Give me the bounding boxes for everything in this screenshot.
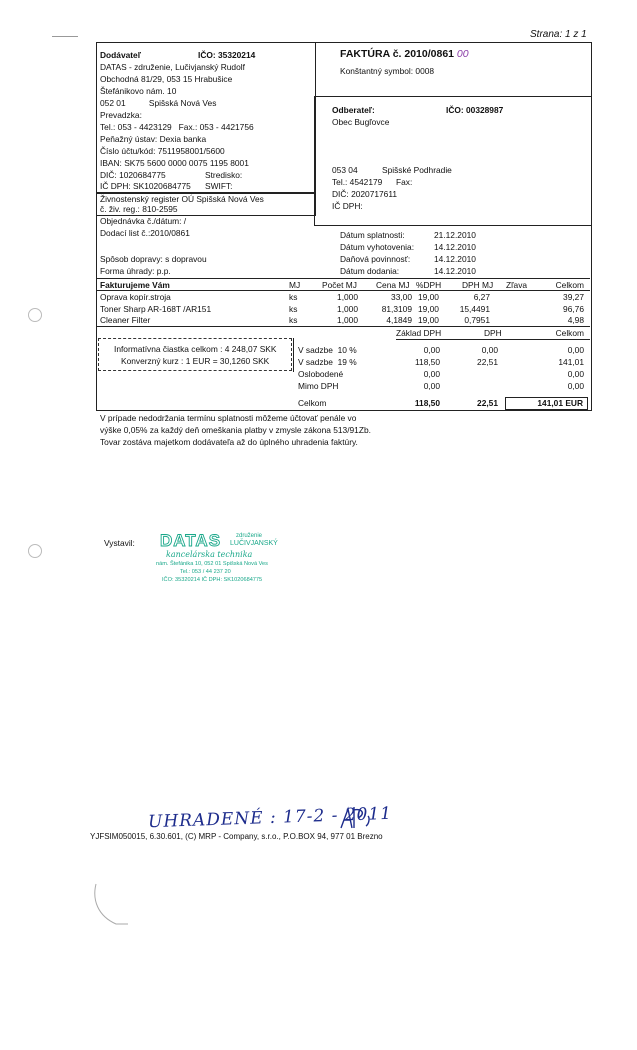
supplier-register-2: č. živ. reg.: 810-2595 <box>100 204 178 214</box>
customer-city: Spišské Podhradie <box>382 165 452 175</box>
stamp-line-2: Tel.: 053 / 44 237 20 <box>180 569 231 575</box>
info-line-2: Konverzný kurz : 1 EUR = 30,1260 SKK <box>121 356 270 366</box>
item-total: 39,27 <box>563 292 584 302</box>
summary-base: 118,50 <box>415 357 440 367</box>
stamp-line-3: IČO: 35320214 IČ DPH: SK1020684775 <box>162 577 263 583</box>
item-qty: 1,000 <box>337 292 358 302</box>
item-unit: ks <box>289 304 298 314</box>
item-qty: 1,000 <box>337 304 358 314</box>
item-vat-unit: 0,7951 <box>464 315 490 325</box>
supplier-line-0: DATAS - združenie, Lučivjanský Rudolf <box>100 62 245 72</box>
item-desc: Cleaner Filter <box>100 315 151 325</box>
summary-base: 0,00 <box>423 345 440 355</box>
supplier-line-7: Číslo účtu/kód: 7511958001/5600 <box>100 146 225 156</box>
stamp-sub-1: združenie <box>236 533 263 539</box>
summary-total: 0,00 <box>567 381 584 391</box>
summary-vat: 0,00 <box>481 345 498 355</box>
handwritten-paid-note: UHRADENÉ : 17-2 - 2011 <box>147 803 393 833</box>
items-header-vat-pct: %DPH <box>416 280 442 290</box>
item-unit: ks <box>289 315 298 325</box>
supplier-line-5: Tel.: 053 - 4423129 Fax.: 053 - 4421756 <box>100 122 254 132</box>
supplier-order: Objednávka č./dátum: / <box>100 216 187 226</box>
items-header-unit: MJ <box>289 280 301 290</box>
summary-header-base: Základ DPH <box>396 328 442 338</box>
item-price: 81,3109 <box>381 304 412 314</box>
supplier-ico: IČO: 35320214 <box>198 50 256 60</box>
info-box <box>98 338 292 371</box>
supplier-stredisko: Stredisko: <box>205 170 243 180</box>
item-vat-unit: 6,27 <box>473 292 490 302</box>
summary-base: 0,00 <box>423 369 440 379</box>
customer-tel: Tel.: 4542179 <box>332 177 383 187</box>
item-total: 4,98 <box>567 315 584 325</box>
items-header-discount: Zľava <box>506 280 528 290</box>
supplier-ic-dph: IČ DPH: SK1020684775 <box>100 181 191 191</box>
note-line-2: výške 0,05% za každý deň omeškania platby v zmysle zákona 513/91Zb. <box>100 425 371 435</box>
summary-label: Oslobodené <box>298 369 344 379</box>
items-header-price: Cena MJ <box>376 280 410 290</box>
date-label-3: Dátum dodania: <box>340 266 400 276</box>
supplier-line-8: IBAN: SK75 5600 0000 0075 1195 8001 <box>100 158 249 168</box>
punch-hole-top <box>28 308 42 322</box>
item-price: 4,1849 <box>386 315 412 325</box>
summary-divider <box>293 338 294 372</box>
items-header-qty: Počet MJ <box>322 280 357 290</box>
date-label-2: Daňová povinnosť: <box>340 254 411 264</box>
customer-dic: DIČ: 2020717611 <box>332 189 398 199</box>
items-header-desc: Fakturujeme Vám <box>100 280 170 290</box>
stamp-line-1: nám. Štefánika 10, 052 01 Spišská Nová Ves <box>156 561 268 567</box>
date-value-2: 14.12.2010 <box>434 254 476 264</box>
summary-total: 0,00 <box>567 369 584 379</box>
supplier-label: Dodávateľ <box>100 50 141 60</box>
items-header-vat-unit: DPH MJ <box>462 280 494 290</box>
item-unit: ks <box>289 292 298 302</box>
summary-total-base: 118,50 <box>414 398 440 408</box>
summary-total: 141,01 <box>558 357 584 367</box>
summary-header-line <box>396 339 590 340</box>
customer-zip: 053 04 <box>332 165 358 175</box>
summary-vat: 22,51 <box>477 357 498 367</box>
item-vat-unit: 15,4491 <box>459 304 490 314</box>
items-bottom-line <box>96 326 590 327</box>
supplier-register-1: Živnostenský register OÚ Spišská Nová Ves <box>100 194 264 204</box>
item-vat-pct: 19,00 <box>418 304 439 314</box>
item-qty: 1,000 <box>337 315 358 325</box>
summary-total-label: Celkom <box>298 398 327 408</box>
scan-mark-top <box>52 36 78 37</box>
summary-total-vat: 22,51 <box>477 398 498 408</box>
company-stamp <box>156 530 290 588</box>
summary-total: 0,00 <box>567 345 584 355</box>
grand-total-value: 141,01 EUR <box>537 398 583 408</box>
item-desc: Oprava kopír.stroja <box>100 292 171 302</box>
stamp-tagline: kancelárska technika <box>166 550 253 559</box>
stamp-sub-2: LUČIVJANSKÝ <box>230 540 278 547</box>
items-header-total: Celkom <box>555 280 584 290</box>
supplier-delivery-note: Dodací list č.:2010/0861 <box>100 228 190 238</box>
handwritten-mark: 00 <box>456 48 469 60</box>
supplier-dic: DIČ: 1020684775 <box>100 170 166 180</box>
supplier-line-3: 052 01 Spišská Nová Ves <box>100 98 217 108</box>
date-value-1: 14.12.2010 <box>434 242 476 252</box>
item-desc: Toner Sharp AR-168T /AR151 <box>100 304 212 314</box>
customer-name: Obec Bugľovce <box>332 117 390 127</box>
date-label-1: Dátum vyhotovenia: <box>340 242 415 252</box>
item-price: 33,00 <box>391 292 412 302</box>
date-label-0: Dátum splatnosti: <box>340 230 405 240</box>
customer-ic-dph: IČ DPH: <box>332 201 363 211</box>
summary-base: 0,00 <box>423 381 440 391</box>
items-header-line <box>96 290 590 291</box>
customer-fax: Fax: <box>396 177 413 187</box>
summary-header-total: Celkom <box>555 328 584 338</box>
info-line-1: Informatívna čiastka celkom : 4 248,07 SKK <box>114 344 277 354</box>
summary-label: V sadzbe 10 % <box>298 345 357 355</box>
stamp-brand: DATAS <box>160 531 222 550</box>
supplier-line-6: Peňažný ústav: Dexia banka <box>100 134 207 144</box>
supplier-payment: Forma úhrady: p.p. <box>100 266 171 276</box>
supplier-line-2: Štefánikovo nám. 10 <box>100 86 177 96</box>
note-line-1: V prípade nedodržania termínu splatnosti môžeme účtovať penále vo <box>100 413 357 423</box>
summary-header-vat: DPH <box>484 328 502 338</box>
item-vat-pct: 19,00 <box>418 315 439 325</box>
supplier-swift: SWIFT: <box>205 181 233 191</box>
summary-label: V sadzbe 19 % <box>298 357 357 367</box>
date-value-3: 14.12.2010 <box>434 266 476 276</box>
supplier-line-4: Prevadzka: <box>100 110 142 120</box>
items-top-line <box>96 278 590 279</box>
supplier-line-1: Obchodná 81/29, 053 15 Hrabušice <box>100 74 233 84</box>
footer-text: YJFSIM050015, 6.30.601, (C) MRP - Company, s.r.o., P.O.BOX 94, 977 01 Brezno <box>90 832 383 841</box>
item-vat-pct: 19,00 <box>418 292 439 302</box>
punch-hole-bottom <box>28 544 42 558</box>
issued-by-label: Vystavil: <box>104 538 135 548</box>
customer-ico: IČO: 00328987 <box>446 105 504 115</box>
invoice-title: FAKTÚRA č. 2010/0861 00 <box>340 48 469 60</box>
supplier-transport: Spôsob dopravy: s dopravou <box>100 254 207 264</box>
customer-label: Odberateľ: <box>332 105 375 115</box>
date-value-0: 21.12.2010 <box>434 230 476 240</box>
pencil-mark <box>88 880 138 935</box>
item-total: 96,76 <box>563 304 584 314</box>
page-number: Strana: 1 z 1 <box>530 29 587 40</box>
constant-symbol: Konštantný symbol: 0008 <box>340 66 435 76</box>
note-line-3: Tovar zostáva majetkom dodávateľa až do úplného uhradenia faktúry. <box>100 437 358 447</box>
summary-label: Mimo DPH <box>298 381 339 391</box>
